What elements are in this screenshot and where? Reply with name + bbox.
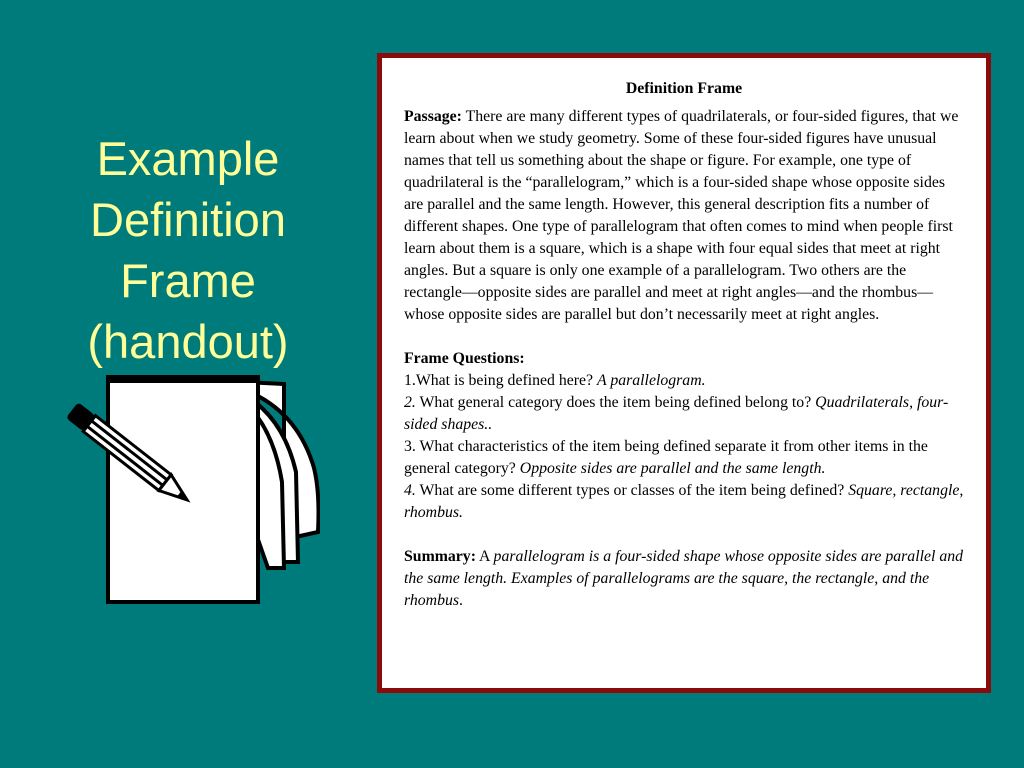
summary-text: parallelogram is a four-sided shape whose opposite sides are parallel and the same length. Examples of parallelograms are the square, the rectangle, and the rhombus: [404, 548, 964, 609]
question-text: What is being defined here?: [415, 372, 598, 389]
question-item: [404, 370, 964, 392]
handout-title: Definition Frame: [625, 80, 743, 97]
question-answer: Opposite sides are parallel and the same length.: [519, 460, 826, 477]
question-answer: Square, rectangle, rhombus.: [404, 482, 964, 521]
question-item: [404, 480, 964, 524]
notepad-pencil-icon: [56, 372, 320, 608]
passage-label: Passage:: [404, 108, 462, 125]
question-text: What general category does the item being defined belong to?: [415, 394, 816, 411]
question-text: What are some different types or classes of the item being defined?: [415, 482, 849, 499]
question-item: [404, 392, 964, 436]
question-number: 3.: [404, 438, 416, 455]
question-number: 1.: [404, 372, 416, 389]
summary: [404, 546, 964, 612]
passage-text: There are many different types of quadrilaterals, or four-sided figures, that we learn about when we study geometry. Some of these four-sided figures have unusual names that tell us something about the shape or figure. For example, one type of quadrilateral is the “parallelogram,” which is a four-sided shape whose opposite sides are parallel and the same length. However, this general description fits a number of different shapes. One type of parallelogram that often comes to mind when people first learn about them is a square, which is a shape with four equal sides that meet at right angles. But a square is only one example of a parallelogram. Two others are the rectangle—opposite sides are parallel and meet at right angles—and the rhombus—whose opposite sides are parallel but don’t necessarily meet at right angles.: [404, 108, 959, 323]
definition-frame-handout: [377, 53, 991, 693]
summary-end: .: [459, 592, 463, 609]
question-number: 2.: [404, 394, 416, 411]
title-line: Frame: [120, 254, 256, 307]
summary-label: Summary:: [404, 548, 476, 565]
title-line: Definition: [90, 193, 286, 246]
question-answer: Quadrilaterals, four-sided shapes..: [404, 394, 949, 433]
title-line: Example: [96, 132, 280, 185]
slide-title: [40, 128, 336, 372]
frame-questions: [404, 348, 964, 524]
frame-questions-label: Frame Questions:: [404, 350, 525, 367]
title-line: (handout): [87, 315, 289, 368]
question-answer: A parallelogram.: [597, 372, 706, 389]
question-text: What characteristics of the item being defined separate it from other items in the general category?: [404, 438, 928, 477]
passage: [404, 106, 964, 326]
summary-lead: A: [475, 548, 494, 565]
question-item: [404, 436, 964, 480]
question-number: 4.: [404, 482, 416, 499]
